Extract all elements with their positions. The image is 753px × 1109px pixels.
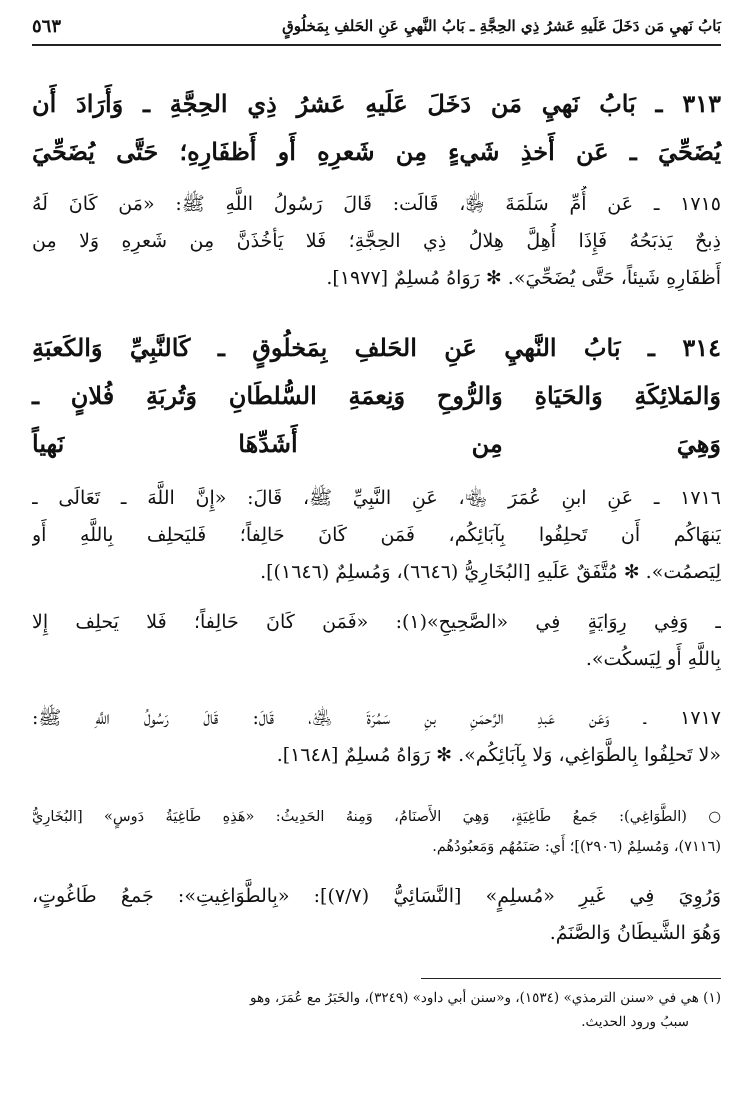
running-head-title: بَابُ نَهيِ مَن دَخَلَ عَلَيهِ عَشرُ ذِي الحِجَّةِ ـ بَابُ النَّهيِ عَنِ الحَلفِ بِمَخلُوقٍ: [282, 17, 721, 35]
explanatory-note: [32, 802, 721, 862]
heading-line: وَالمَلائِكَةِ وَالحَيَاةِ وَالرُّوحِ وَنِعمَةِ السُّلطَانِ وَتُربَةِ فُلانٍ ـ: [32, 381, 721, 410]
text-line: ـ وَفِي رِوَايَةٍ فِي «الصَّحِيحِ»(١): «فَمَن كَانَ حَالِفاً؛ فَلا يَحلِف إِلا: [32, 611, 721, 633]
text-line: يَنهَاكُم أَن تَحلِفُوا بِآبَائِكُم، فَمَن كَانَ حَالِفاً؛ فَليَحلِف بِاللَّهِ أَو: [32, 524, 721, 546]
text-line: وَهُوَ الشَّيطَانُ وَالصَّنَمُ.: [549, 922, 721, 944]
chapter-313-heading: [32, 80, 721, 176]
riwaya-paragraph: [32, 604, 721, 678]
text-line: وَرُوِيَ فِي غَيرِ «مُسلِمٍ» [النَّسَائِيُّ (٧/٧)]: «بِالطَّوَاغِيتِ»: جَمعُ طَاغُوتٍ،: [32, 885, 721, 907]
footnote: [32, 986, 721, 1034]
hadith-1716: [32, 480, 721, 591]
page: [32, 0, 721, 1109]
text-line: ١٧١٥ ـ عَن أُمِّ سَلَمَةَ ﵂، قَالَت: قَالَ رَسُولُ اللَّهِ ﷺ: «مَن كَانَ لَهُ: [32, 193, 721, 215]
footnote-rule: [421, 978, 721, 979]
footnote-line: سببُ ورود الحديث.: [581, 1014, 689, 1030]
running-head: [32, 12, 721, 40]
text-line: ذِبحٌ يَذبَحُهُ فَإِذَا أُهِلَّ هِلالُ ذِي الحِجَّةِ؛ فَلا يَأخُذَنَّ مِن شَعرِهِ وَلا مِن: [32, 230, 721, 252]
note-line: ○ (الطَّوَاغِي): جَمعُ طَاغِيَةٍ، وَهِيَ الأَصنَامُ، وَمِنهُ الحَدِيثُ: «هَذِهِ طَاغِيَةُ دَوسٍ» [البُخَارِيُّ: [32, 809, 721, 825]
hadith-1717: [32, 700, 721, 774]
text-line: ١٧١٦ ـ عَنِ ابنِ عُمَرَ ﵄، عَنِ النَّبِيِّ ﷺ، قَالَ: «إِنَّ اللَّهَ ـ تَعَالَى ـ: [32, 487, 721, 509]
heading-line: ٣١٤ ـ بَابُ النَّهيِ عَنِ الحَلفِ بِمَخلُوقٍ ـ كَالنَّبِيِّ وَالكَعبَةِ: [32, 333, 721, 362]
heading-line: وَهِيَ مِن أَشَدِّهَا نَهياً: [32, 429, 721, 458]
heading-line: يُضَحِّيَ ـ عَن أَخذِ شَيءٍ مِن شَعرِهِ أَو أَظفَارِهِ؛ حَتَّى يُضَحِّيَ: [32, 137, 721, 166]
text-line: ١٧١٧ ـ وَعَن عَبدِ الرَّحمَنِ بنِ سَمُرَةَ ﵁، قَالَ: قَالَ رَسُولُ اللَّهِ ﷺ:: [32, 707, 721, 729]
footnote-line: (١) هي في «سنن الترمذي» (١٥٣٤)، و«سنن أبي داود» (٣٢٤٩)، والخَبَرُ مع عُمَرَ، وهو: [249, 990, 721, 1006]
text-line: أَظفَارِهِ شَيئاً، حَتَّى يُضَحِّيَ». ✻ رَوَاهُ مُسلِمٌ [١٩٧٧].: [326, 267, 721, 289]
header-rule: [32, 44, 721, 46]
narration-paragraph: [32, 878, 721, 952]
hadith-1715: [32, 186, 721, 297]
chapter-314-heading: [32, 324, 721, 468]
page-number: ٥٦٣: [32, 15, 62, 37]
text-line: «لا تَحلِفُوا بِالطَّوَاغِي، وَلا بِآبَائِكُم». ✻ رَوَاهُ مُسلِمٌ [١٦٤٨].: [276, 744, 721, 766]
text-line: لِيَصمُت». ✻ مُتَّفَقٌ عَلَيهِ [البُخَارِيُّ (٦٦٤٦)، وَمُسلِمٌ (١٦٤٦)].: [260, 561, 721, 583]
note-line: (٧١١٦)، وَمُسلِمٌ (٢٩٠٦)]؛ أَي: صَنَمُهُم وَمَعبُودُهُم.: [432, 839, 721, 855]
text-line: بِاللَّهِ أَو لِيَسكُت».: [585, 648, 721, 670]
heading-line: ٣١٣ ـ بَابُ نَهيِ مَن دَخَلَ عَلَيهِ عَشرُ ذِي الحِجَّةِ ـ وَأَرَادَ أَن: [32, 89, 721, 118]
